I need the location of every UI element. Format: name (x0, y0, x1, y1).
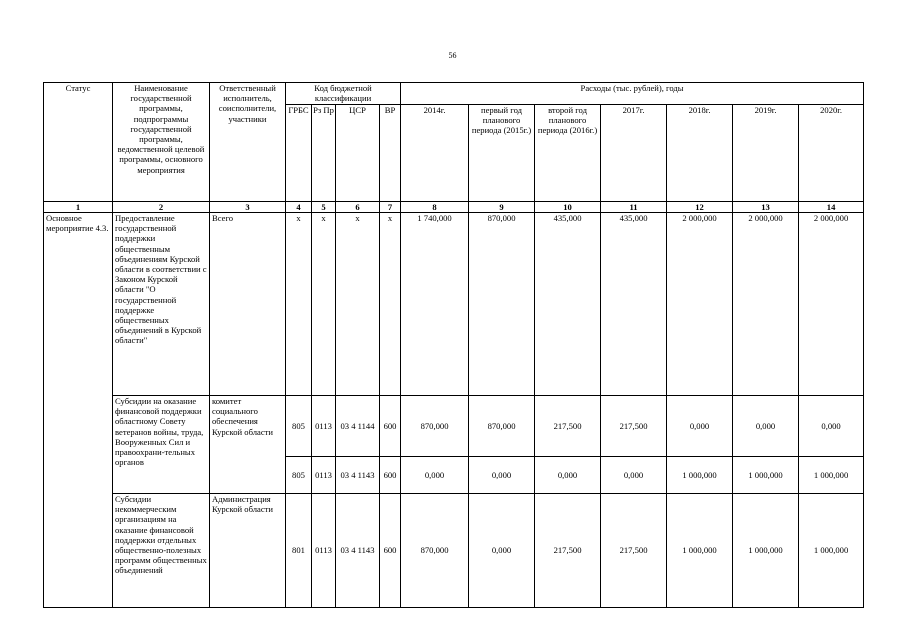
header-2019: 2019г. (733, 105, 799, 202)
column-numbers-row (44, 202, 864, 213)
activity-name-cell: Предоставление государственной поддержки общественным объединениям Курской области в соответствии с Законом Курской области "О государственной поддержке общественных объединений в Курской области" (113, 213, 210, 396)
header-responsible: Ответственный исполнитель, соисполнители, участники (210, 83, 286, 202)
expense-2018-cell: 1 000,000 (667, 494, 733, 608)
header-budget-code: Код бюджетной классификации (286, 83, 401, 105)
vr-cell: 600 (380, 457, 401, 494)
expense-2019-cell: 2 000,000 (733, 213, 799, 396)
column-number: 8 (401, 202, 469, 213)
expense-2019-cell: 0,000 (733, 396, 799, 457)
column-number: 12 (667, 202, 733, 213)
vr-cell: 600 (380, 494, 401, 608)
budget-expenses-table (43, 82, 864, 608)
vr-cell: х (380, 213, 401, 396)
csr-cell: 03 4 1143 (336, 494, 380, 608)
column-number: 7 (380, 202, 401, 213)
table-row-committee-1 (44, 396, 864, 457)
expense-2016-cell: 0,000 (535, 457, 601, 494)
header-2020: 2020г. (799, 105, 864, 202)
header-2014: 2014г. (401, 105, 469, 202)
header-2017: 2017г. (601, 105, 667, 202)
csr-cell: х (336, 213, 380, 396)
header-status: Статус (44, 83, 113, 202)
expense-2016-cell: 217,500 (535, 494, 601, 608)
column-number: 11 (601, 202, 667, 213)
expense-2017-cell: 0,000 (601, 457, 667, 494)
expense-2018-cell: 2 000,000 (667, 213, 733, 396)
expense-2018-cell: 0,000 (667, 396, 733, 457)
csr-cell: 03 4 1144 (336, 396, 380, 457)
rzpr-cell: х (312, 213, 336, 396)
expense-2014-cell: 870,000 (401, 396, 469, 457)
column-number: 13 (733, 202, 799, 213)
grbs-cell: 801 (286, 494, 312, 608)
column-number: 5 (312, 202, 336, 213)
grbs-cell: 805 (286, 457, 312, 494)
rzpr-cell: 0113 (312, 396, 336, 457)
expense-2018-cell: 1 000,000 (667, 457, 733, 494)
header-vr: ВР (380, 105, 401, 202)
responsible-cell: комитет социального обеспечения Курской области (210, 396, 286, 494)
expense-2014-cell: 0,000 (401, 457, 469, 494)
header-2018: 2018г. (667, 105, 733, 202)
expense-2015-cell: 870,000 (469, 396, 535, 457)
column-number: 3 (210, 202, 286, 213)
header-grbs: ГРБС (286, 105, 312, 202)
header-expenses: Расходы (тыс. рублей), годы (401, 83, 864, 105)
expense-2017-cell: 217,500 (601, 396, 667, 457)
header-csr: ЦСР (336, 105, 380, 202)
responsible-cell: Администрация Курской области (210, 494, 286, 608)
expense-2019-cell: 1 000,000 (733, 494, 799, 608)
status-cell: Основное мероприятие 4.3. (44, 213, 113, 608)
expense-2015-cell: 870,000 (469, 213, 535, 396)
activity-name-cell: Субсидии некоммерческим организациям на оказание финансовой поддержки отдельных общественно-полезных программ общественных объединений (113, 494, 210, 608)
column-number: 9 (469, 202, 535, 213)
activity-name-cell: Субсидии на оказание финансовой поддержки областному Совету ветеранов войны, труда, Вооруженных Сил и правоохрани-тельных органов (113, 396, 210, 494)
expense-2017-cell: 217,500 (601, 494, 667, 608)
responsible-cell: Всего (210, 213, 286, 396)
expense-2015-cell: 0,000 (469, 494, 535, 608)
expense-2017-cell: 435,000 (601, 213, 667, 396)
vr-cell: 600 (380, 396, 401, 457)
expense-2015-cell: 0,000 (469, 457, 535, 494)
table-row-total (44, 213, 864, 396)
column-number: 2 (113, 202, 210, 213)
expense-2016-cell: 435,000 (535, 213, 601, 396)
header-rzpr: Рз Пр (312, 105, 336, 202)
expense-2019-cell: 1 000,000 (733, 457, 799, 494)
column-number: 10 (535, 202, 601, 213)
expense-2016-cell: 217,500 (535, 396, 601, 457)
expense-2020-cell: 1 000,000 (799, 494, 864, 608)
expense-2020-cell: 0,000 (799, 396, 864, 457)
header-second-plan-year: второй год планового периода (2016г.) (535, 105, 601, 202)
rzpr-cell: 0113 (312, 494, 336, 608)
header-row-top (44, 83, 864, 105)
grbs-cell: 805 (286, 396, 312, 457)
column-number: 4 (286, 202, 312, 213)
csr-cell: 03 4 1143 (336, 457, 380, 494)
expense-2014-cell: 870,000 (401, 494, 469, 608)
table-row-administration (44, 494, 864, 608)
grbs-cell: х (286, 213, 312, 396)
column-number: 1 (44, 202, 113, 213)
column-number: 6 (336, 202, 380, 213)
header-name: Наименование государственной программы, подпрограммы государственной программы, ведомственной целевой программы, основного мероприятия (113, 83, 210, 202)
column-number: 14 (799, 202, 864, 213)
expense-2020-cell: 1 000,000 (799, 457, 864, 494)
page-number: 56 (448, 51, 457, 60)
expense-2014-cell: 1 740,000 (401, 213, 469, 396)
rzpr-cell: 0113 (312, 457, 336, 494)
header-first-plan-year: первый год планового периода (2015г.) (469, 105, 535, 202)
expense-2020-cell: 2 000,000 (799, 213, 864, 396)
